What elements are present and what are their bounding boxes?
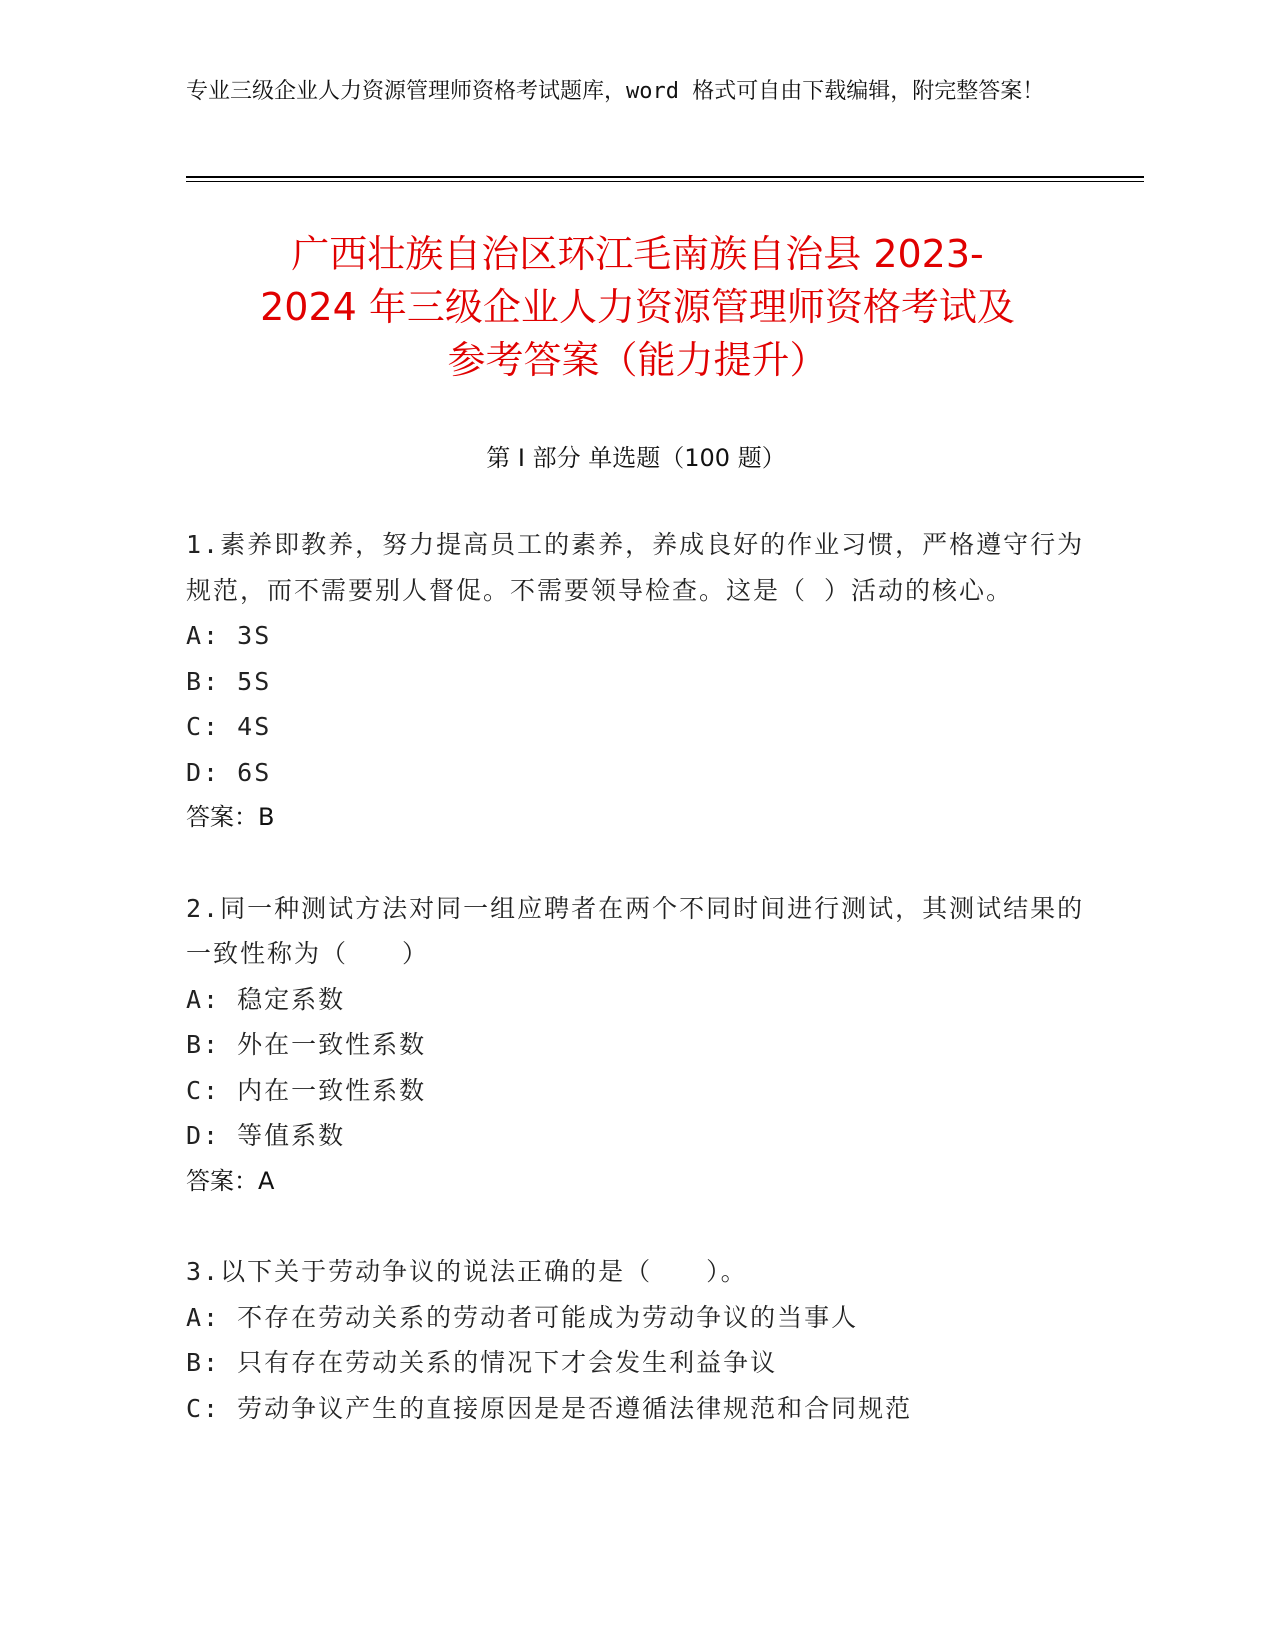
header-divider-thick [186, 176, 1144, 178]
question-option: A: 稳定系数 [186, 984, 346, 1014]
question-option: C: 劳动争议产生的直接原因是是否遵循法律规范和合同规范 [186, 1393, 913, 1423]
header-note: 专业三级企业人力资源管理师资格考试题库，word 格式可自由下载编辑，附完整答案！ [186, 79, 1045, 104]
section-heading: 第 I 部分 单选题（100 题） [486, 444, 786, 472]
question-stem: 3.以下关于劳动争议的说法正确的是（ ）。 [186, 1257, 748, 1286]
question-answer: 答案：A [186, 1166, 275, 1195]
question-option: B: 外在一致性系数 [186, 1030, 427, 1059]
question-item [186, 522, 1086, 841]
question-item [186, 886, 1086, 1205]
question-option: D: 等值系数 [186, 1121, 346, 1150]
document-title [160, 228, 1115, 387]
question-stem: 2.同一种测试方法对同一组应聘者在两个不同时间进行测试，其测试结果的一致性称为（ ） [186, 893, 1085, 968]
question-stem: 1.素养即教养，努力提高员工的素养，养成良好的作业习惯，严格遵守行为规范，而不需要别人督促。不需要领导检查。这是（ ）活动的核心。 [186, 530, 1085, 605]
question-item [186, 1249, 1086, 1431]
question-option: C: 4S [186, 712, 272, 741]
question-option: B: 5S [186, 666, 272, 696]
question-option: D: 6S [186, 757, 272, 787]
question-option: A: 3S [186, 621, 272, 650]
question-option: A: 不存在劳动关系的劳动者可能成为劳动争议的当事人 [186, 1302, 859, 1332]
question-answer: 答案：B [186, 803, 275, 831]
question-option: B: 只有存在劳动关系的情况下才会发生利益争议 [186, 1348, 778, 1377]
title-line: 广西壮族自治区环江毛南族自治县 2023- [291, 232, 984, 276]
header-divider-thin [186, 181, 1144, 182]
title-line: 2024 年三级企业人力资源管理师资格考试及 [260, 285, 1015, 329]
question-option: C: 内在一致性系数 [186, 1075, 427, 1105]
question-list [186, 522, 1086, 1431]
title-line: 参考答案（能力提升） [447, 338, 828, 382]
